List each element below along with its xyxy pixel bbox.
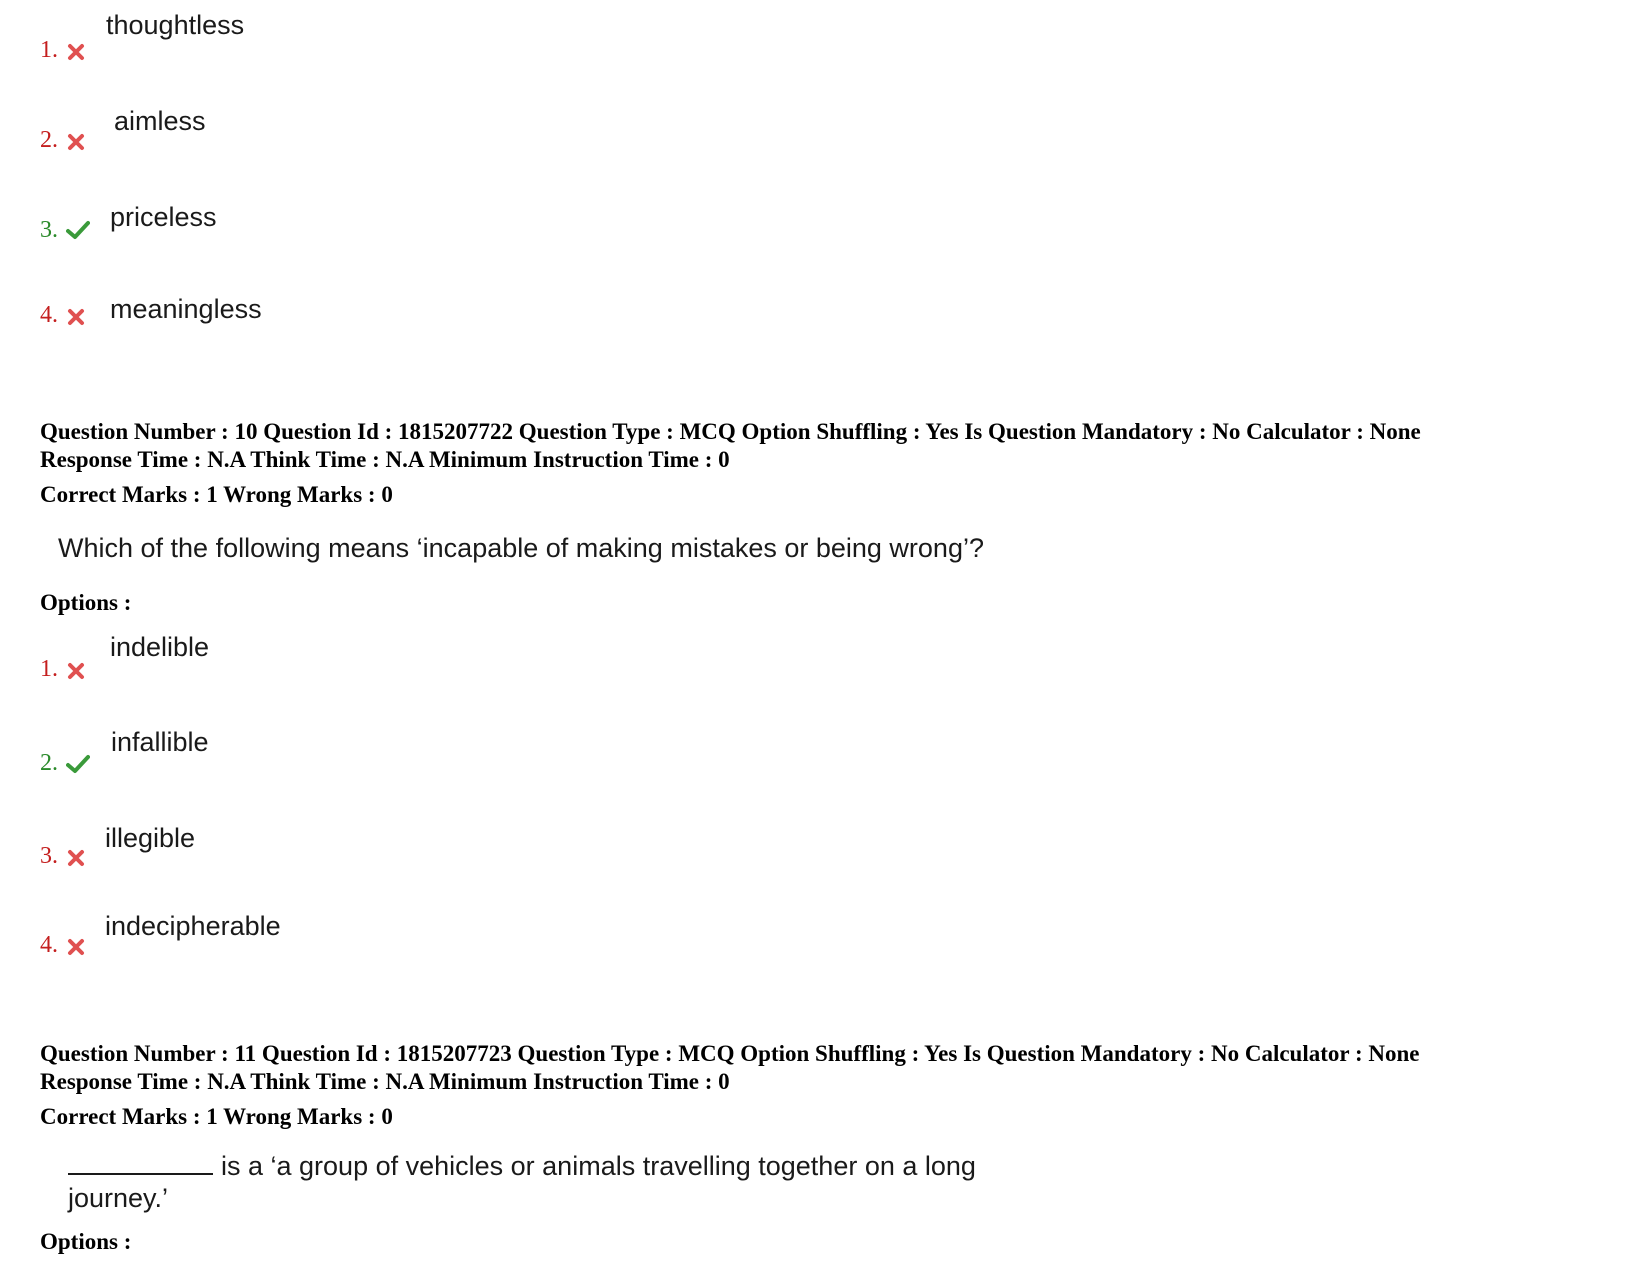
cross-icon (66, 661, 86, 681)
option-number: 1. (40, 656, 58, 682)
question-marks: Correct Marks : 1 Wrong Marks : 0 (40, 482, 393, 507)
question-text: is a ‘a group of vehicles or animals travelling together on a long (221, 1151, 976, 1181)
cross-icon (66, 307, 86, 327)
option-text: meaningless (110, 294, 262, 324)
option-text: indecipherable (105, 911, 281, 941)
option-number: 2. (40, 750, 58, 776)
question-text-line-1 (68, 1149, 976, 1182)
option-text: indelible (110, 632, 210, 662)
question-text-line-2: journey.’ (68, 1183, 169, 1213)
option-number: 2. (40, 127, 58, 153)
cross-icon (66, 132, 86, 152)
options-label: Options : (40, 1229, 132, 1254)
question-timing: Response Time : N.A Think Time : N.A Minimum Instruction Time : 0 (40, 447, 730, 472)
check-icon (66, 220, 90, 240)
cross-icon (66, 42, 86, 62)
question-text: Which of the following means ‘incapable of making mistakes or being wrong’? (58, 533, 984, 563)
option-number: 4. (40, 932, 58, 958)
option-number: 3. (40, 217, 58, 243)
check-icon (66, 754, 90, 774)
cross-icon (66, 937, 86, 957)
option-text: infallible (111, 727, 209, 757)
option-text: thoughtless (106, 10, 245, 40)
question-header: Question Number : 10 Question Id : 1815207722 Question Type : MCQ Option Shuffling : Yes Is Question Mandatory : No Calculator : None (40, 419, 1421, 444)
option-number: 4. (40, 302, 58, 328)
question-timing: Response Time : N.A Think Time : N.A Minimum Instruction Time : 0 (40, 1069, 730, 1094)
option-text: illegible (105, 823, 196, 853)
option-number: 3. (40, 843, 58, 869)
question-marks: Correct Marks : 1 Wrong Marks : 0 (40, 1104, 393, 1129)
options-label: Options : (40, 590, 132, 615)
option-number: 1. (40, 37, 58, 63)
option-text: aimless (114, 106, 206, 136)
answer-blank (68, 1149, 213, 1175)
cross-icon (66, 848, 86, 868)
option-text: priceless (110, 202, 217, 232)
question-header: Question Number : 11 Question Id : 1815207723 Question Type : MCQ Option Shuffling : Yes Is Question Mandatory : No Calculator : None (40, 1041, 1420, 1066)
